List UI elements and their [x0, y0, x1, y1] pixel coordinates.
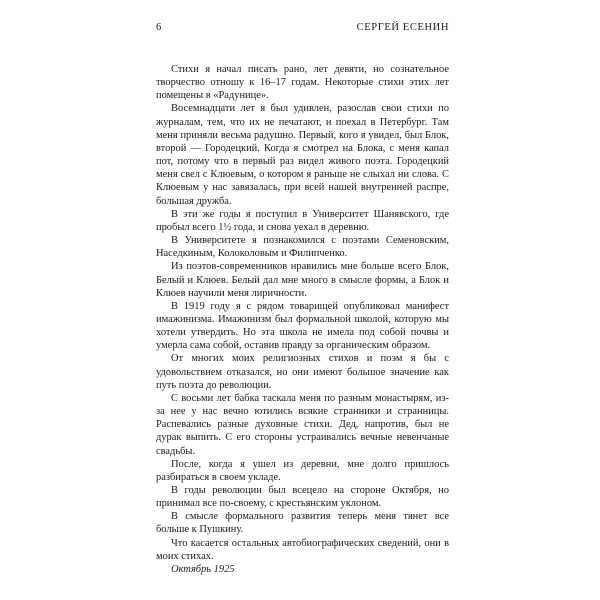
- running-title: СЕРГЕЙ ЕСЕНИН: [356, 22, 449, 33]
- paragraph-2: Восемнадцати лет я был удивлен, разослав свои стихи по журналам, тем, что их не печатают, и поехал в Петербург. Там меня приняли весьма радушно. Первый, кого я увидел, был Блок, второй — Городецкий. Когда я смотрел на Блока, с меня капал пот, потому что в первый раз видел живого поэта. Городецкий меня свел с Клюевым, о котором я раньше не слыхал ни слова. С Клюевым у нас завязалась, при всей нашей внутренней распре, большая дружба.: [156, 103, 449, 207]
- paragraph-3: В эти же годы я поступил в Университет Шанявского, где пробыл всего 1½ года, и снова уехал в деревню.: [156, 208, 449, 233]
- paragraph-5: Из поэтов-современников нравились мне больше всего Блок, Белый и Клюев. Белый дал мне много в смысле формы, а Блок и Клюев научили меня лиричности.: [156, 261, 449, 299]
- body-text: [156, 63, 449, 576]
- paragraph-9: После, когда я ушел из деревни, мне долго пришлось разбираться в своем укладе.: [156, 458, 449, 483]
- date-line: Октябрь 1925: [171, 563, 235, 575]
- paragraph-6: В 1919 году я с рядом товарищей опубликовал манифест имажинизма. Имажинизм был формальной школой, которую мы хотели утвердить. Но эта школа не имела под собой почвы и умерла сама собой, оставив правду за органическим образом.: [156, 300, 449, 352]
- paragraph-4: В Университете я познакомился с поэтами Семеновским, Наседкиным, Колоколовым и Филипченко.: [156, 235, 449, 260]
- paragraph-1: Стихи я начал писать рано, лет девяти, но сознательное творчество отношу к 16–17 годам. Некоторые стихи этих лет помещены в «Радунице».: [156, 64, 449, 102]
- paragraph-12: Что касается остальных автобиографических сведений, они в моих стихах.: [156, 537, 449, 562]
- page-header: [156, 22, 449, 36]
- paragraph-8: С восьми лет бабка таскала меня по разным монастырям, из-за нее у нас вечно ютились всякие странники и странницы. Распевались разные духовные стихи. Дед, напротив, был не дурак выпить. С его стороны устраивались вечные невенчаные свадьбы.: [156, 392, 449, 457]
- paragraph-7: От многих моих религиозных стихов и поэм я бы с удовольствием отказался, но они имеют большое значение как путь поэта до революции.: [156, 353, 449, 391]
- paragraph-10: В годы революции был всецело на стороне Октября, но принимал все по-своему, с крестьянским уклоном.: [156, 485, 449, 510]
- page-number: 6: [156, 22, 162, 33]
- paragraph-11: В смысле формального развития теперь меня тянет все больше к Пушкину.: [156, 511, 449, 536]
